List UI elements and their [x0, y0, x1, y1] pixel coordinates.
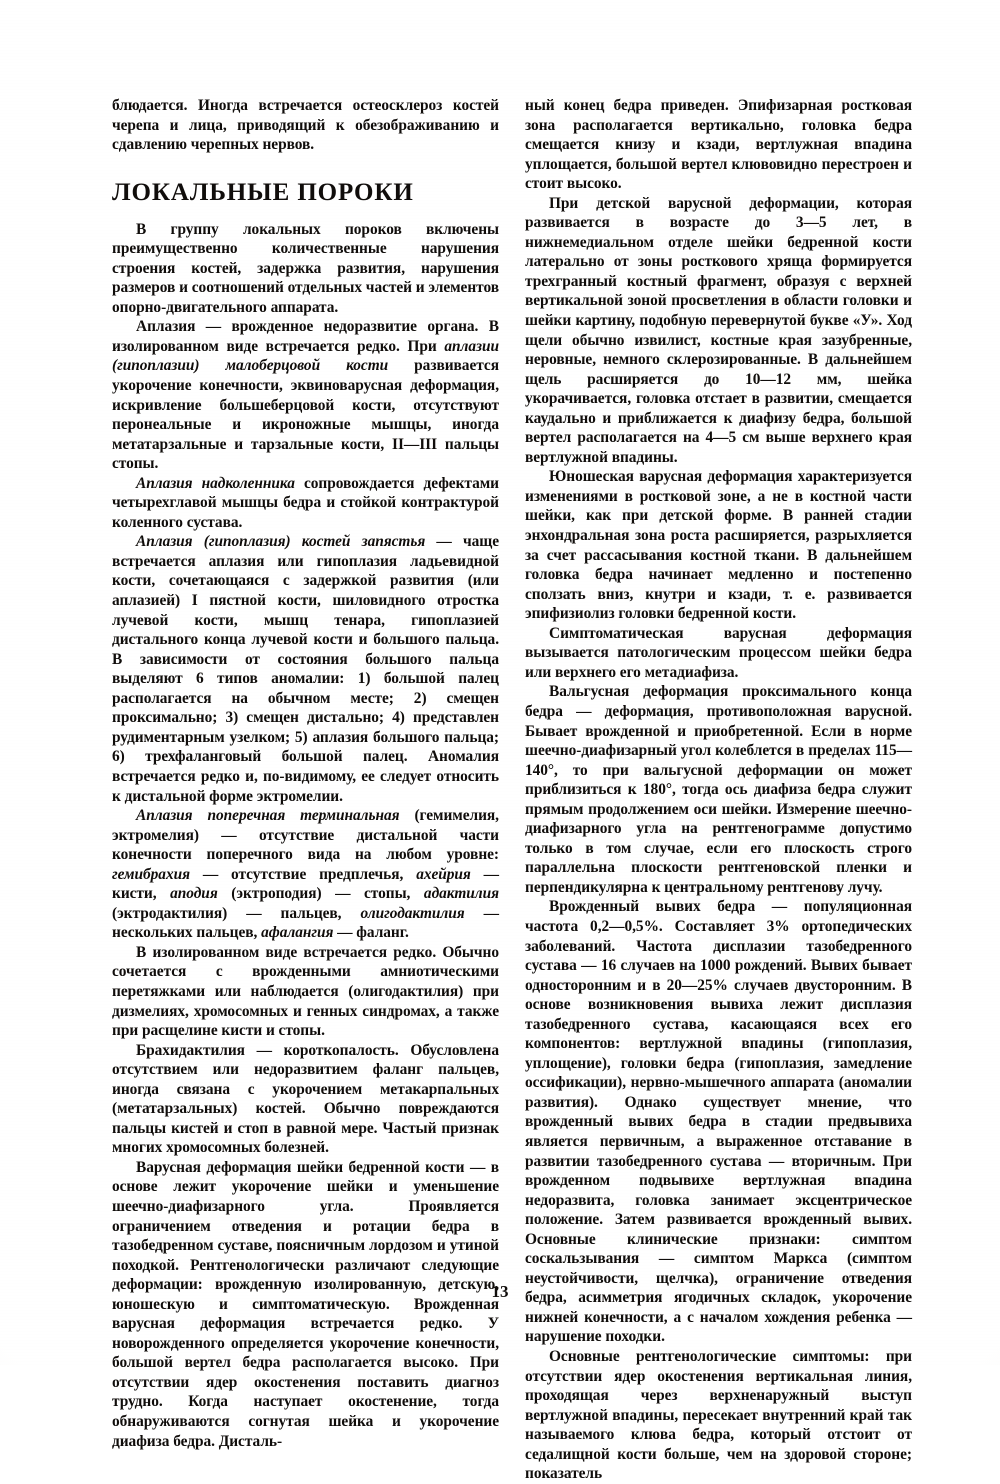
- text-run-normal: В изолированном виде встречается редко. Обычно сочетается с врожденными амниотическими перетяжками или наблюдается (олигодактилия) при дизмелиях, хромосомных и генных синдромах, а также при расщелине кисти и стопы.: [112, 943, 499, 1040]
- paragraph-l2: [112, 220, 499, 318]
- text-run-normal: Основные рентгенологические симптомы: при отсутствии ядер окостенения вертикальная линия, проходящая через верхненаружный выступ вертлужной впадины, пересекает внутренний край так называемого клюва бедра, который отстоит от седалищной кости больше, чем на здоровой стороне; показатель: [525, 1348, 912, 1483]
- paragraph-r6: [525, 897, 912, 1347]
- text-run-normal: — в основе лежит укорочение шейки и уменьшение шеечно-диафизарного угла. Проявляется ограничением отведения и ротации бедра в тазобедренном суставе, поясничным лордозом и утиной походкой. Рентгенологически различают следующие деформации: врожденную изолированную, детскую, юношескую и симптоматическую. Врожденная варусная деформация встречается редко. У новорожденного определяется укорочение конечности, большой вертел бедра располагается высоко. При отсутствии ядер окостенения поставить диагноз трудно. Когда наступает окостенение, тогда обнаруживаются согнутая шейка и укорочение диафиза бедра. Дисталь-: [112, 1158, 499, 1450]
- text-run-normal: (эктроподия) — стопы,: [217, 885, 424, 903]
- paragraph-r3: [525, 467, 912, 623]
- text-run-normal: — кисти,: [112, 865, 500, 903]
- text-run-italic: афалангия: [261, 924, 334, 942]
- page-content: [112, 96, 912, 1484]
- text-run-normal: (эктродактилия) — пальцев,: [112, 904, 361, 922]
- text-run-normal: (гемимелия, эктромелия) — отсутствие дистальной части конечности поперечного вида на любом уровне:: [112, 807, 499, 864]
- text-run-normal: ный конец бедра приведен. Эпифизарная ростковая зона располагается вертикально, головка бедра смещается книзу и кзади, вертлужная впадина уплощается, большой вертел клювовидно перестроен и стоит высоко.: [525, 97, 912, 193]
- text-run-italic: адактилия: [423, 885, 500, 903]
- text-run-bold: Вальгусная деформация проксимального конца бедра: [525, 683, 912, 720]
- text-run-bold: Аплазия: [136, 318, 196, 336]
- right-text-column: [525, 96, 912, 1484]
- text-run-normal: — короткопалость. Обусловлена отсутствием или недоразвитием фаланг пальцев, иногда связана с укорочением метакарпальных (метатарзальных) костей. Обычно повреждаются пальцы кистей и стоп в равной мере. Частый признак многих хромосомных болезней.: [112, 1041, 499, 1157]
- paragraph-r5: [525, 682, 912, 897]
- text-run-normal: развивается укорочение конечности, эквиноварусная деформация, искривление большеберцовой кости, отсутствуют перонеальные и икроножные мышцы, иногда метатарзальные и тарзальные кости, II—III пальцы стопы.: [112, 357, 499, 473]
- text-run-normal: При детской варусной деформации, которая развивается в возрасте до 3—5 лет, в нижнемедиальном отделе шейки бедренной кости латерально от зоны росткового хряща формируется трехгранный костный фрагмент, образуя с верхней вертикальной зоной просветления в области головки и шейки картину, подобную перевернутой букве «У». Ход щели обычно извилист, костные края зазубренные, неровные, немного склерозированные. В дальнейшем щель расширяется до 10—12 мм, шейка укорачивается, головка отстает в развитии, смещается каудально и приближается к диафизу бедра, большой вертел располагается на 4—5 см выше верхнего края вертлужной впадины.: [525, 194, 912, 466]
- text-run-normal: блюдается. Иногда встречается остеосклероз костей черепа и лица, приводящий к обезображиванию и сдавлению черепных нервов.: [112, 97, 499, 154]
- paragraph-l5: [112, 532, 499, 806]
- text-run-normal: Юношеская варусная деформация характеризуется изменениями в ростковой зоне, а не в костной части шейки, как при детской форме. В ранней стадии энхондральная зона роста расширяется, разрыхляется за счет рассасывания костной ткани. В дальнейшем головка бедра начинает медленно и постепенно сползать вниз, кнутри и кзади, т. е. развивается эпифизиолиз головки бедренной кости.: [525, 468, 912, 623]
- text-run-normal: — чаще встречается аплазия или гипоплазия ладьевидной кости, сочетающаяся с задержкой развития (или аплазией) I пястной кости, шиловидного отростка лучевой кости, мышц тенара, гипоплазией дистального конца лучевой кости и большого пальца. В зависимости от состояния большого пальца выделяют 6 типов аномалии: 1) большой палец располагается на обычном месте; 2) смещен проксимально; 3) смещен дистально; 4) представлен рудиментарным узелком; 5) аплазия большого пальца; 6) трехфаланговый большой палец. Аномалия встречается редко и, по-видимому, ее следует относить к дистальной форме эктромелии.: [112, 533, 500, 805]
- section-heading: ЛОКАЛЬНЫЕ ПОРОКИ: [112, 178, 414, 206]
- text-run-italic: гемибрахия: [112, 865, 190, 883]
- text-run-normal: — популяционная частота 0,2—0,5%. Составляет 3% ортопедических заболеваний. Частота дисплазии тазобедренного сустава — 16 случаев на 1000 рождений. Вывих бывает односторонним и в 20—25% случаев двусторонним. В основе возникновения вывиха лежит дисплазия тазобедренного сустава, касающаяся всех его компонентов: вертлужной впадины (гипоплазия, уплощение), головки бедра (гипоплазия, замедление оссификации), нервно-мышечного аппарата (аномалии развития). Однако существует мнение, что врожденный вывих бедра в стадии предвывиха является первичным, а выраженное отставание в развитии тазобедренного сустава — вторичным. При врожденном подвывихе вертлужная впадина недоразвита, головка занимает эксцентрическое положение. Затем развивается врожденный вывих. Основные клинические признаки: симптом соскальзывания — симптом Маркса (симптом неустойчивости, щелчка), ограничение отведения бедра, асимметрия ягодичных складок, укорочение нижней конечности, а с началом хождения ребенка — нарушение походки.: [525, 898, 912, 1346]
- paragraph-l3: [112, 317, 499, 473]
- paragraph-r1: [525, 96, 912, 194]
- paragraph-l6: [112, 806, 499, 943]
- paragraph-r7: [525, 1347, 912, 1484]
- text-run-bold: Варусная деформация шейки бедренной кости: [136, 1158, 465, 1176]
- text-run-normal: — нескольких пальцев,: [112, 904, 499, 942]
- text-run-italic: Аплазия надколенника: [136, 474, 295, 492]
- paragraph-l8: [112, 1041, 499, 1158]
- paragraph-l9: [112, 1158, 499, 1451]
- text-run-normal: — фаланг.: [333, 924, 409, 942]
- text-run-italic: олигодактилия: [360, 904, 465, 922]
- text-run-normal: Симптоматическая варусная деформация вызывается патологическим процессом шейки бедра или верхнего его метадиафиза.: [525, 624, 912, 681]
- page-number: 13: [491, 1282, 509, 1301]
- text-run-normal: В группу локальных пороков включены преимущественно количественные нарушения строения костей, задержка развития, нарушения размеров и соотношений отдельных частей и элементов опорно-двигательного аппарата.: [112, 220, 499, 316]
- paragraph-l4: [112, 474, 499, 533]
- text-run-normal: — отсутствие предплечья,: [190, 865, 417, 883]
- paragraph-r2: [525, 194, 912, 468]
- text-run-normal: сопровождается дефектами четырехглавой мышцы бедра и стойкой контрактурой коленного сустава.: [112, 474, 499, 531]
- text-run-bold: Брахидактилия: [136, 1041, 245, 1059]
- text-run-italic: Аплазия (гипоплазия) костей запястья: [136, 533, 426, 551]
- left-text-column: [112, 96, 499, 1451]
- text-run-normal: — деформация, противоположная варусной. Бывает врожденной и приобретенной. Если в норме шеечно-диафизарный угол колеблется в пределах 115—140°, то при вальгусной деформации он может приблизиться к 180°, тогда ось диафиза бедра служит прямым продолжением оси шейки. Измерение шеечно-диафизарного угла на рентгенограмме допустимо только в том случае, если его плоскость строго параллельна плоскости рентгеновской пленки и перпендикулярна к центральному рентгенову лучу.: [525, 702, 912, 896]
- paragraph-l1: [112, 96, 499, 155]
- text-run-italic: аподия: [170, 885, 218, 903]
- text-run-normal: — врожденное недоразвитие органа. В изолированном виде встречается редко. При: [112, 318, 499, 355]
- paragraph-r4: [525, 624, 912, 683]
- text-run-italic: ахейрия: [416, 865, 471, 883]
- two-column-text-body: [112, 96, 912, 1484]
- text-run-italic: аплазии (гипоплазии) малоберцовой кости: [112, 337, 499, 375]
- paragraph-l7: [112, 943, 499, 1041]
- text-run-italic: Аплазия поперечная терминальная: [136, 807, 400, 825]
- text-run-bold: Врожденный вывих бедра: [549, 898, 756, 916]
